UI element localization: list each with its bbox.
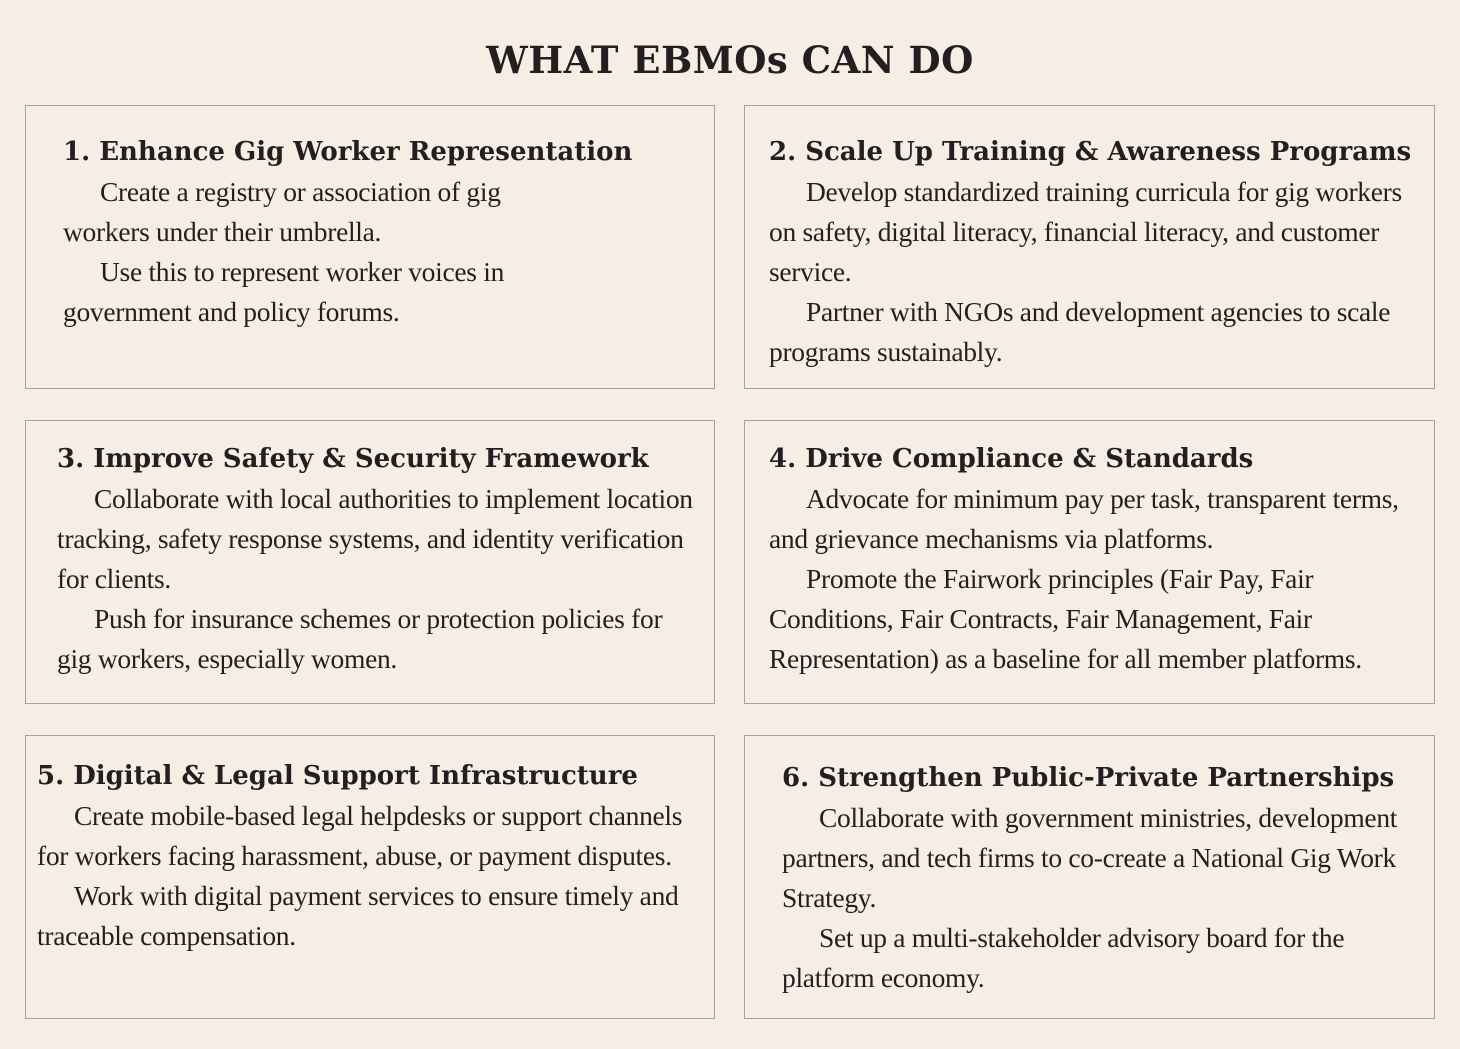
card-paragraph: Advocate for minimum pay per task, transparent terms, and grievance mechanisms via platforms. [769,483,1399,554]
card-training-awareness [744,105,1435,389]
card-paragraph: Create mobile-based legal helpdesks or support channels for workers facing harassment, abuse, or payment disputes. [37,800,683,871]
card-gig-worker-representation [25,105,715,389]
page-title: WHAT EBMOs CAN DO [486,38,974,82]
card-safety-security [25,420,715,704]
card-paragraph: Use this to represent worker voices in government and policy forums. [63,256,505,327]
card-heading: 5. Digital & Legal Support Infrastructure [37,761,638,791]
card-heading: 6. Strengthen Public-Private Partnerships [782,763,1395,793]
card-paragraph: Develop standardized training curricula for gig workers on safety, digital literacy, financial literacy, and customer service. [769,176,1402,287]
card-paragraph: Promote the Fairwork principles (Fair Pay, Fair Conditions, Fair Contracts, Fair Management, Fair Representation) as a baseline for all member platforms. [769,563,1362,674]
card-heading: 1. Enhance Gig Worker Representation [63,137,633,167]
card-heading: 3. Improve Safety & Security Framework [57,444,649,474]
card-paragraph: Collaborate with local authorities to implement location tracking, safety response systems, and identity verification for clients. [57,483,693,594]
card-paragraph: Push for insurance schemes or protection policies for gig workers, especially women. [57,603,663,674]
card-paragraph: Set up a multi-stakeholder advisory board for the platform economy. [782,922,1345,993]
card-heading: 4. Drive Compliance & Standards [769,444,1254,474]
card-digital-legal-support [25,735,715,1019]
card-paragraph: Create a registry or association of gig workers under their umbrella. [63,176,501,247]
card-paragraph: Collaborate with government ministries, development partners, and tech firms to co-create a National Gig Work Strategy. [782,802,1398,913]
card-paragraph: Work with digital payment services to ensure timely and traceable compensation. [37,880,679,951]
card-paragraph: Partner with NGOs and development agencies to scale programs sustainably. [769,296,1391,367]
card-heading: 2. Scale Up Training & Awareness Programs [769,137,1412,167]
card-compliance-standards [744,420,1435,704]
card-public-private-partnerships [744,735,1435,1019]
